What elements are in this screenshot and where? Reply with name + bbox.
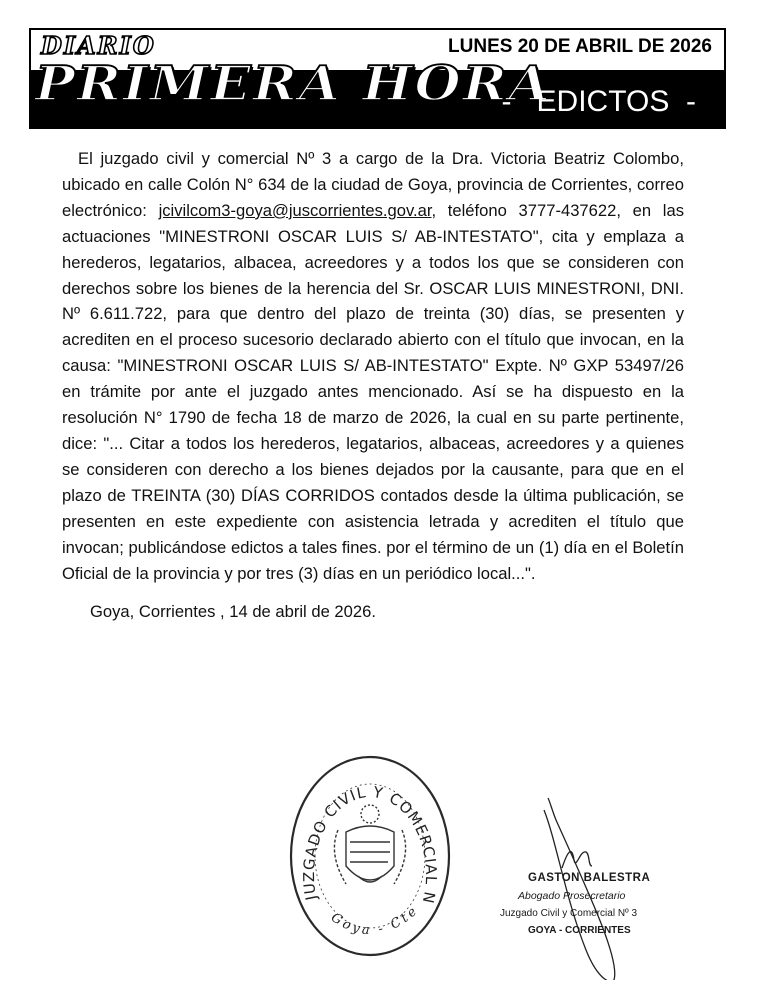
coat-of-arms-icon (334, 805, 405, 884)
court-seal-graphic (288, 754, 452, 958)
issue-date: LUNES 20 DE ABRIL DE 2026 (448, 36, 712, 57)
signer-title: Abogado Prosecretario (518, 890, 626, 902)
edict-paragraph (62, 146, 684, 586)
signature-block (496, 780, 696, 980)
place-date: Goya, Corrientes , 14 de abril de 2026. (90, 602, 376, 622)
seal-ring-text: JUZGADO CIVIL Y COMERCIAL N (299, 783, 441, 906)
edict-text-intro: El juzgado civil y comercial Nº 3 a cargo de la Dra. Victoria Beatriz Colombo, ubicado en calle Colón N° 634 de la ciudad de Goya, provincia de Corrientes, correo electrónico: (62, 149, 684, 220)
signer-court: Juzgado Civil y Comercial Nº 3 (500, 908, 638, 919)
edict-body (62, 146, 684, 625)
signer-name: GASTON BALESTRA (528, 872, 651, 884)
signer-city: GOYA - CORRIENTES (528, 925, 631, 936)
section-title: - EDICTOS - (501, 85, 696, 118)
brand-small: DIARIO (41, 31, 156, 60)
edict-text-main: , teléfono 3777-437622, en las actuaciones "MINESTRONI OSCAR LUIS S/ AB-INTESTATO", cita y emplaza a herederos, legatarios, albacea, acreedores y a todos los que se consideren con derechos sobre los bienes de la herencia del Sr. OSCAR LUIS MINESTRONI, DNI. Nº 6.611.722, para que dentro del plazo de treinta (30) días, se presenten y acrediten en el proceso sucesorio declarado abierto con el título que invocan, en la causa: "MINESTRONI OSCAR LUIS S/ AB-INTESTATO" Expte. Nº GXP 53497/26 en trámite por ante el juzgado antes mencionado. Así se ha dispuesto en la resolución N° 1790 de fecha 18 de marzo de 2026, la cual en su parte pertinente, dice: "... Citar a todos los herederos, legatarios, albaceas, acreedores y a quienes se consideren con derecho a los bienes dejados por la causante, para que en el plazo de TREINTA (30) DÍAS CORRIDOS contados desde la última publicación, se presenten en este expediente con asistencia letrada y acrediten el título que invocan; publicándose edictos a tales fines. por el término de un (1) día en el Boletín Oficial de la provincia y por tres (3) días en un periódico local...". (62, 200, 685, 583)
court-email-link[interactable]: jcivilcom3-goya@juscorrientes.gov.ar (158, 200, 432, 220)
brand-large: PRIMERA HORA (35, 56, 552, 112)
masthead (29, 28, 726, 129)
seal-bottom-text: Goya - Cte (328, 902, 423, 939)
court-seal (288, 754, 452, 958)
